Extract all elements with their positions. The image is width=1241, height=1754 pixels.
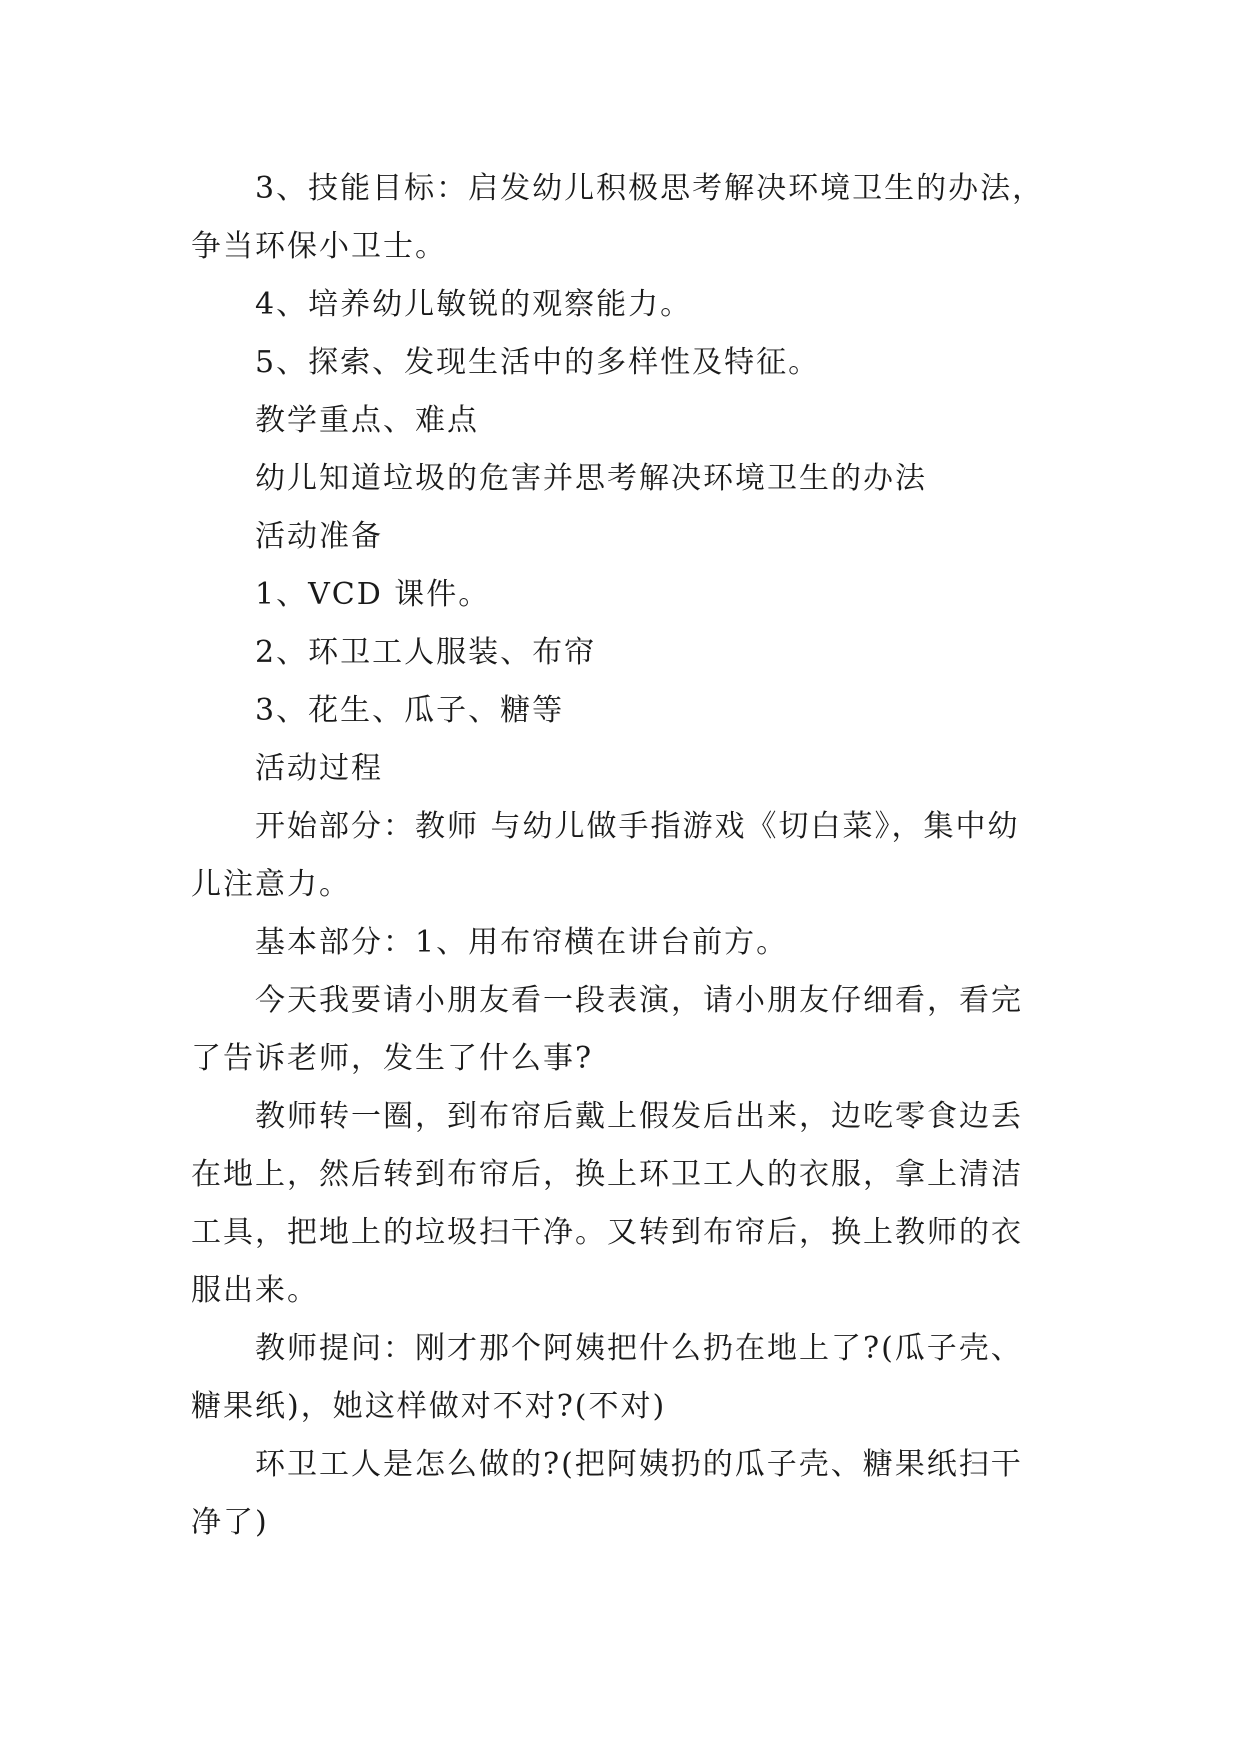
document-body (191, 160, 1051, 1552)
paragraph-performance-intro: 今天我要请小朋友看一段表演，请小朋友仔细看，看完了告诉老师，发生了什么事? (191, 983, 1023, 1076)
heading-process: 活动过程 (255, 751, 383, 786)
paragraph-basic-part: 基本部分：1、用布帘横在讲台前方。 (255, 925, 789, 960)
paragraph-sanitation-worker: 环卫工人是怎么做的?(把阿姨扔的瓜子壳、糖果纸扫干净了) (191, 1447, 1023, 1540)
heading-preparation: 活动准备 (255, 519, 383, 554)
paragraph-key-points: 幼儿知道垃圾的危害并思考解决环境卫生的办法 (255, 461, 927, 496)
paragraph-observation-goal: 4、培养幼儿敏锐的观察能力。 (255, 287, 693, 322)
preparation-item-3: 3、花生、瓜子、糖等 (255, 693, 565, 728)
heading-key-points: 教学重点、难点 (255, 403, 479, 438)
preparation-item-1: 1、VCD 课件。 (255, 577, 491, 612)
paragraph-performance: 教师转一圈，到布帘后戴上假发后出来，边吃零食边丢在地上，然后转到布帘后，换上环卫工人的衣服，拿上清洁工具，把地上的垃圾扫干净。又转到布帘后，换上教师的衣服出来。 (191, 1099, 1023, 1308)
paragraph-skill-goal: 3、技能目标：启发幼儿积极思考解决环境卫生的办法，争当环保小卫士。 (191, 171, 1045, 264)
preparation-item-2: 2、环卫工人服装、布帘 (255, 635, 597, 670)
paragraph-explore-goal: 5、探索、发现生活中的多样性及特征。 (255, 345, 821, 380)
paragraph-opening: 开始部分：教师 与幼儿做手指游戏《切白菜》，集中幼儿注意力。 (191, 809, 1020, 902)
paragraph-teacher-question: 教师提问：刚才那个阿姨把什么扔在地上了?(瓜子壳、糖果纸)，她这样做对不对?(不对) (191, 1331, 1023, 1424)
